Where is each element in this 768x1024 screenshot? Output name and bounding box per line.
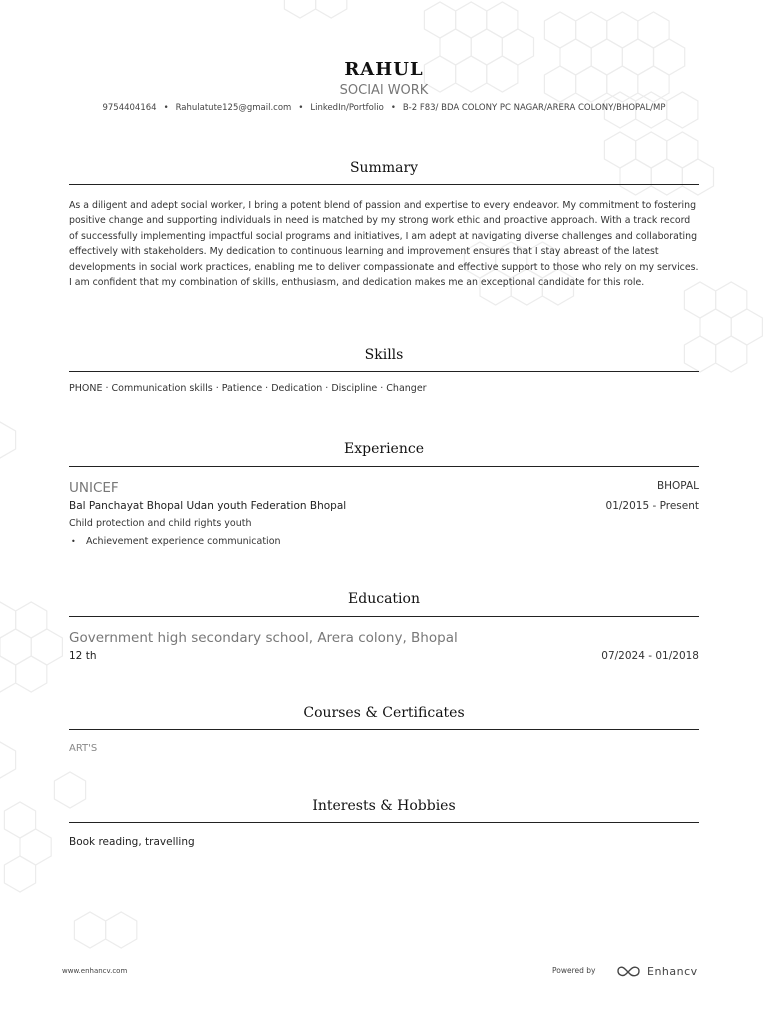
experience-location: BHOPAL [656,480,699,492]
bullet-separator: • [298,103,304,113]
skills-divider [69,371,699,372]
interests-heading: Interests & Hobbies [312,798,456,814]
skill-separator: · [265,383,269,394]
experience-bullet-text: Achievement experience communication [86,536,281,547]
skill-separator: · [380,383,384,394]
skill-item: Communication skills [111,383,213,394]
summary-text: As a diligent and adept social worker, I bring a potent blend of passion and expertise to every endeavor. My commitment to fostering positive change and supporting individuals in need is matched by my strong work ethic and proactive approach. With a track record of successfully implementing impactful social programs and initiatives, I am adept at navigating diverse challenges and collaborating effectively with stakeholders. My dedication to continuous learning and improvement ensures that I stay abreast of the latest developments in social work practices, enabling me to deliver compassionate and effective support to those who rely on my services. I am confident that my combination of skills, enthusiasm, and dedication makes me an exceptional candidate for this role. [69,200,699,289]
bullet-icon: • [71,537,76,546]
education-divider [69,616,699,617]
experience-title: Bal Panchayat Bhopal Udan youth Federation Bhopal [69,500,347,512]
candidate-name: RAHUL [344,59,424,80]
contact-address: B-2 F83/ BDA COLONY PC NAGAR/ARERA COLONY/BHOPAL/MP [402,103,666,113]
education-school: Government high secondary school, Arera colony, Bhopal [69,630,458,646]
experience-description: Child protection and child rights youth [69,518,252,529]
summary-heading: Summary [349,160,419,176]
summary-divider [69,184,699,185]
contact-phone[interactable]: 9754404164 [102,103,157,113]
education-heading: Education [348,591,420,607]
contact-link[interactable]: LinkedIn/Portfolio [310,103,384,113]
experience-heading: Experience [344,441,424,457]
enhancv-logo-icon [616,964,642,978]
experience-divider [69,466,699,467]
skill-item: Dedication [271,383,323,394]
interests-text: Book reading, travelling [69,836,195,848]
courses-divider [69,729,699,730]
skills-heading: Skills [364,347,404,363]
course-item: ART'S [69,743,98,754]
footer-brand-name: Enhancv [647,964,698,978]
courses-heading: Courses & Certificates [303,705,465,721]
education-degree: 12 th [69,650,97,662]
bullet-separator: • [390,103,396,113]
skill-separator: · [325,383,329,394]
skill-separator: · [215,383,219,394]
skills-list [69,383,699,394]
footer-brand-logo[interactable] [616,962,701,980]
experience-dates: 01/2015 - Present [605,500,699,512]
skill-item: Patience [221,383,263,394]
skill-separator: · [105,383,109,394]
experience-company: UNICEF [69,480,119,496]
bullet-separator: • [163,103,169,113]
footer-powered-by: Powered by [552,966,596,975]
footer-url-link[interactable]: www.enhancv.com [62,967,128,975]
interests-divider [69,822,699,823]
skill-item: Discipline [331,383,378,394]
skill-item: PHONE [69,383,103,394]
contact-line [0,103,768,113]
candidate-role: SOCIAl WORK [339,83,429,98]
education-dates: 07/2024 - 01/2018 [601,650,699,662]
skill-item: Changer [386,383,427,394]
experience-bullet-item [69,536,281,547]
contact-email[interactable]: Rahulatute125@gmail.com [175,103,292,113]
